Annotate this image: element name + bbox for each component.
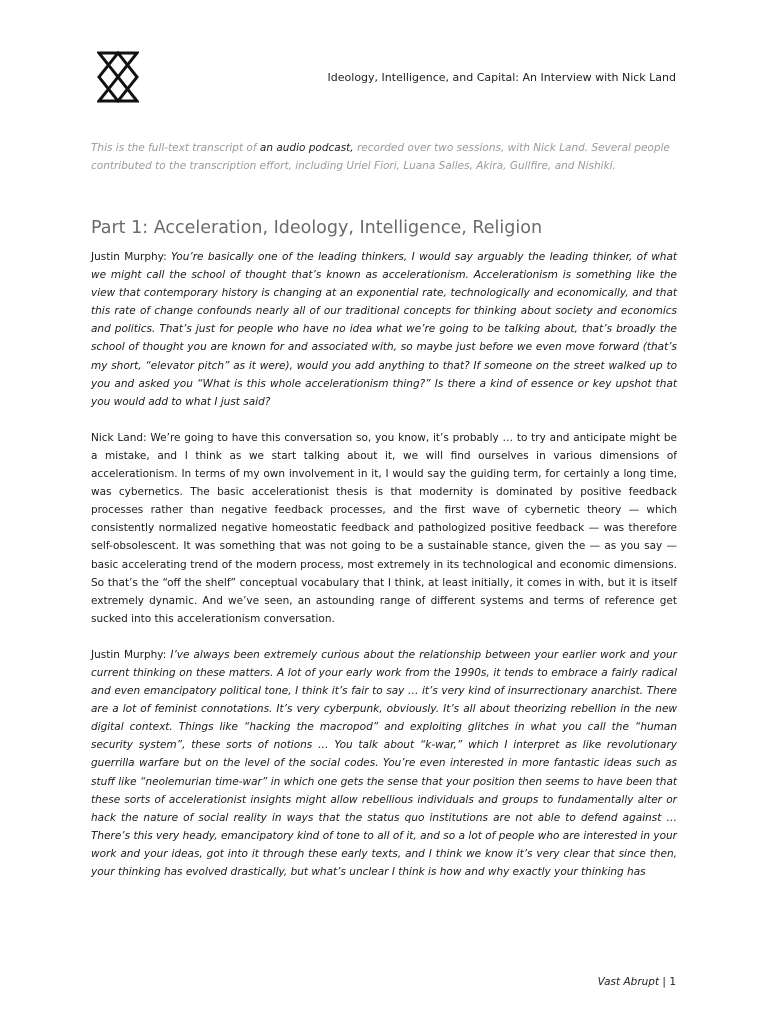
speech-text: You’re basically one of the leading thinkers, I would say arguably the leading thinker, of what we might call the school of thought that’s known as accelerationism. Accelerationism is something like the view that contemporary history is changing at an exponential rate, technologically and economically, and that this rate of change confounds nearly all of our traditional concepts for thinking about society and economics and politics. That’s just for people who have no idea what we’re going to be talking about, that’s broadly the school of thought you are known for and associated with, so maybe just before we even move forward (that’s my short, “elevator pitch” as it were), would you add anything to that? If someone on the street walked up to you and asked you “What is this whole accelerationism thing?” Is there a kind of essence or key upshot that you would add to what I just said?	[91, 251, 677, 408]
speaker-label: Justin Murphy:	[91, 251, 172, 263]
speech-text: I’ve always been extremely curious about the relationship between your earlier work and your current thinking on these matters. A lot of your early work from the 1990s, it tends to embrace a fairly radical and even emancipatory political tone, I think it’s fair to say … it’s very kind of insurrectionary anarchist. There are a lot of feminist connotations. It’s very cyberpunk, obviously. It’s all about theorizing rebellion in the new digital context. Things like “hacking the macropod” and exploiting glitches in what you call the “human security system”, these sorts of notions … You talk about “k-war,” which I interpret as like revolutionary guerrilla warfare but on the level of the social codes. You’re even interested in more fantastic ideas such as stuff like “neolemurian time-war” in which one gets the sense that your position then seems to have been that these sorts of accelerationist insights might allow rebellious individuals and groups to fundamentally alter or hack the nature of social reality in ways that the status quo institutions are not able to defend against … There’s this very heady, emancipatory kind of tone to all of it, and so a lot of people who are interested in your work and your ideas, got into it through these early texts, and I think we know it’s very clear that since then, your thinking has evolved drastically, but what’s unclear I think is how and why exactly your thinking has	[91, 648, 677, 878]
speaker-label: Nick Land:	[91, 431, 151, 444]
footer-separator: |	[659, 976, 670, 988]
intro-text-post: recorded over two sessions, with Nick Land. Several people contributed to the transcription effort, including Uriel Fiori, Luana Salles, Akira, Gullfire, and Nishiki.	[91, 142, 670, 172]
document-title: Ideology, Intelligence, and Capital: An Interview with Nick Land	[327, 71, 676, 84]
transcript-paragraph	[91, 429, 677, 628]
page-footer	[598, 976, 676, 988]
transcript-body	[91, 248, 677, 899]
vast-abrupt-logo-icon	[97, 51, 139, 103]
intro-paragraph	[91, 139, 677, 175]
transcript-paragraph	[91, 646, 677, 881]
footer-brand: Vast Abrupt	[597, 976, 660, 988]
page-number: 1	[669, 976, 676, 988]
transcript-paragraph	[91, 248, 677, 411]
section-heading: Part 1: Acceleration, Ideology, Intelligence, Religion	[91, 218, 543, 238]
audio-podcast-link[interactable]: an audio podcast,	[259, 142, 354, 154]
speech-text: We’re going to have this conversation so, you know, it’s probably … to try and anticipate might be a mistake, and I think as we start talking about it, we will find ourselves in various dimensions of accelerationism. In terms of my own involvement in it, I would say the guiding term, for certainly a long time, was cybernetics. The basic accelerationist thesis is that modernity is dominated by positive feedback processes rather than negative feedback processes, and the first wave of cybernetic theory — which consistently normalized negative homeostatic feedback and pathologized positive feedback — was therefore self-obsolescent. It was something that was not going to be a sustainable stance, given the — as you say — basic accelerating trend of the modern process, most extremely in its technological and economic dimensions. So that’s the “off the shelf” conceptual vocabulary that I think, at least initially, it comes in with, but it is itself extremely dynamic. And we’ve seen, an astounding range of different systems and terms of reference get sucked into this accelerationism conversation.	[91, 431, 677, 625]
intro-text-pre: This is the full-text transcript of	[91, 142, 260, 154]
speaker-label: Justin Murphy:	[91, 648, 171, 661]
